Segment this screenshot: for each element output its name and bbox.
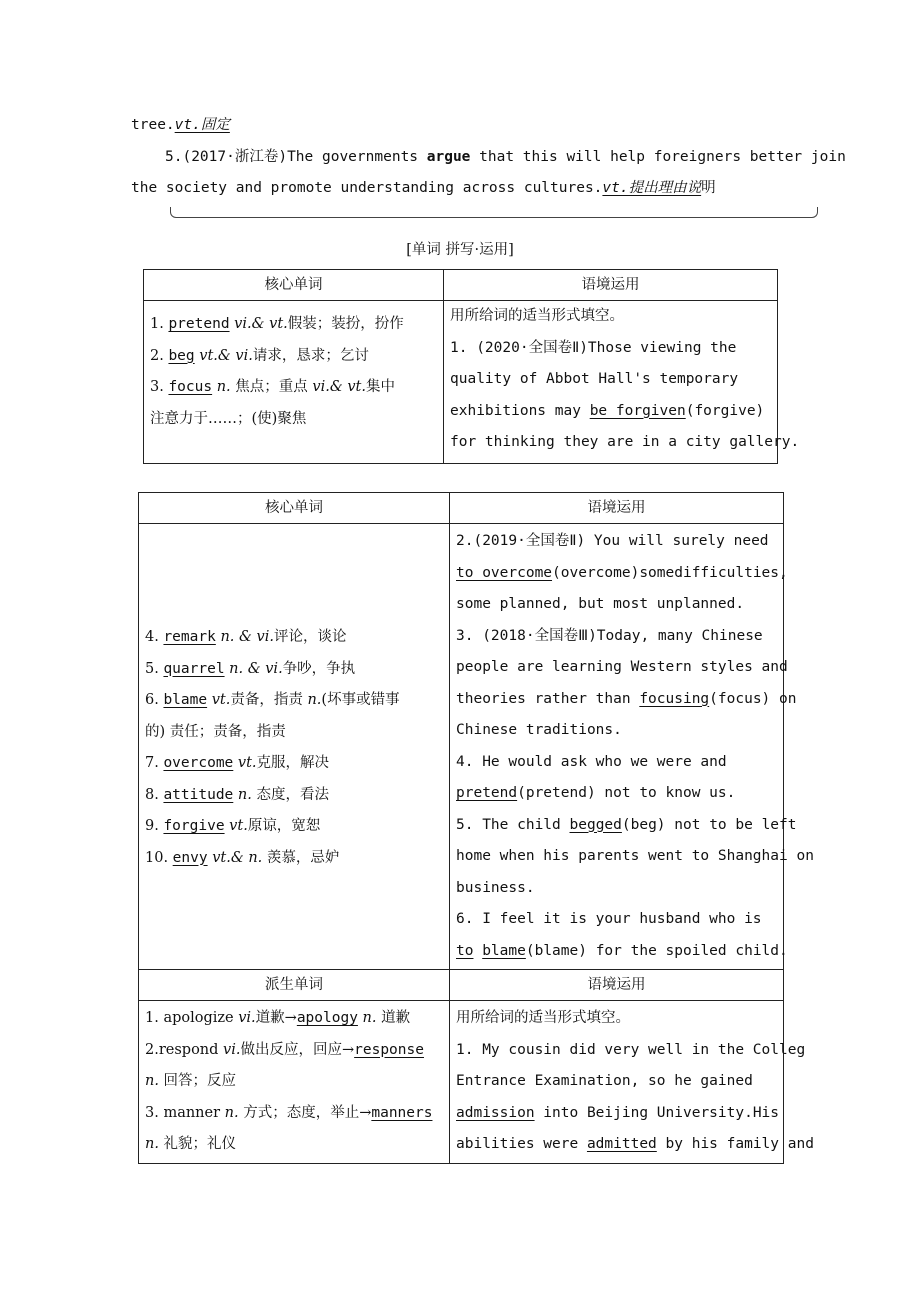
text-line-tree: tree.vt.固定: [131, 117, 230, 133]
answer-blank: blame: [482, 942, 526, 959]
word-item: 8. attitude n. 态度，看法: [145, 786, 329, 803]
vocab-table-2: [138, 492, 814, 1164]
word-item: 1. pretend vi.& vt.假装；装扮，扮作: [150, 316, 404, 332]
pos-label: vt.固定: [174, 117, 230, 133]
word-item: 6. blame vt.责备，指责 n.(坏事或错事: [145, 692, 400, 708]
core-words-cell: [139, 524, 450, 970]
derived-item: 3. manner n. 方式；态度，举止→manners: [145, 1104, 433, 1121]
word-item: 10. envy vt.& n. 羡慕，忌妒: [145, 849, 340, 866]
answer-blank: to: [456, 942, 474, 959]
derived-item: 2.respond vi.做出反应，回应→response: [145, 1041, 424, 1058]
header-context-usage: 语境运用: [444, 270, 778, 301]
word-item: 7. overcome vt.克服，解决: [145, 755, 330, 771]
derived-item-cont: n. 礼貌；礼仪: [145, 1136, 237, 1152]
header-context-usage-2: 语境运用: [450, 970, 784, 1001]
header-context-usage: 语境运用: [450, 493, 784, 524]
answer-blank: be forgiven: [589, 402, 686, 419]
derived-item-cont: n. 回答；反应: [145, 1073, 237, 1089]
answer-blank: admission: [456, 1104, 535, 1121]
answer-blank: admitted: [586, 1136, 657, 1152]
word-item-cont: 注意力于……；(使)聚焦: [150, 410, 307, 427]
word-item: 2. beg vt.& vi.请求，恳求；乞讨: [150, 347, 369, 364]
section-bracket: [170, 207, 818, 218]
header-derived-words: 派生单词: [139, 970, 450, 1001]
usage-cell: 2.(2019·全国卷Ⅱ) You will surely need to overcome(overcome)somedifficulties, some planned, but most unplanned. 3. (2018·全国卷Ⅲ)Today, many Chinese people are learning Western styles and theories rather than focusing(focus) on Chinese traditions. 4. He would ask who we were and pretend(pretend) not to know us. 5. The child begged(beg) not to be left home when his parents went to Shanghai on business. 6. I feel it is your husband who is to blame(blame) for the spoiled child.: [450, 524, 784, 970]
core-words-cell: [144, 301, 444, 464]
word-item: 9. forgive vt.原谅，宽恕: [145, 818, 321, 834]
word-item-cont: 的) 责任；责备，指责: [145, 723, 286, 740]
word-item: 5. quarrel n. & vi.争吵，争执: [145, 660, 356, 677]
word-item: 3. focus n. 焦点；重点 vi.& vt.集中: [150, 379, 395, 395]
derived-words-cell: [139, 1001, 450, 1164]
section-title: [单词 拼写·运用]: [406, 242, 514, 258]
derived-usage-cell: 用所给词的适当形式填空。 1. My cousin did very well in the Colleg Entrance Examination, so he gained admission into Beijing University.His abilities were admitted by his family and: [450, 1001, 784, 1164]
keyword-argue: argue: [426, 149, 471, 165]
answer-blank: to overcome: [456, 564, 553, 581]
header-core-words: 核心单词: [139, 493, 450, 524]
text-item-5-line2: the society and promote understanding across cultures.vt.提出理由说明: [131, 180, 716, 196]
text-item-5: 5.(2017·浙江卷)The governments argue that this will help foreigners better join: [165, 149, 846, 165]
definition-answer: vt.提出理由说: [602, 180, 702, 196]
answer-blank: pretend: [456, 785, 518, 801]
word-item: 4. remark n. & vi.评论，谈论: [145, 629, 347, 645]
header-core-words: 核心单词: [144, 270, 444, 301]
vocab-table-1: [143, 269, 800, 464]
usage-cell: 用所给词的适当形式填空。 1. (2020·全国卷Ⅱ)Those viewing the quality of Abbot Hall's temporary exhibitions may be forgiven(forgive) for thinking they are in a city gallery.: [444, 301, 778, 464]
answer-blank: focusing: [639, 690, 710, 707]
answer-blank: begged: [569, 816, 622, 833]
derived-item: 1. apologize vi.道歉→apology n. 道歉: [145, 1010, 411, 1026]
